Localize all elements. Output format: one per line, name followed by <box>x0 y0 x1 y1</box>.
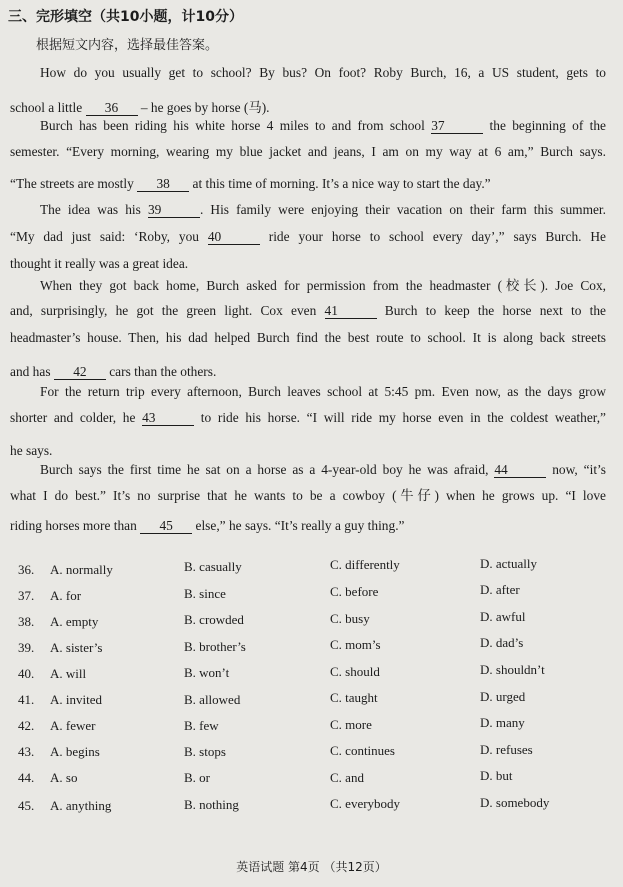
option-c: C. taught <box>330 690 378 705</box>
option-b: B. or <box>184 770 210 785</box>
option-c: C. should <box>330 664 380 679</box>
blank-44: 44 <box>494 462 546 478</box>
option-row <box>18 770 608 790</box>
passage-line: Burch says the first time he sat on a horse as a 4-year-old boy he was afraid, 44 now, “it’s <box>40 462 606 477</box>
question-number: 43. <box>18 744 35 759</box>
option-d: D. but <box>480 768 513 783</box>
passage-line: shorter and colder, he 43 to ride his horse. “I will ride my horse even in the coldest weather,” <box>10 410 606 425</box>
option-row <box>18 715 608 738</box>
blank-36: 36 <box>86 100 138 116</box>
option-c: C. continues <box>330 743 395 758</box>
passage-line: headmaster’s house. Then, his dad helped Burch find the best route to school. It is along back streets <box>10 330 606 345</box>
passage-line: “My dad just said: ‘Roby, you 40 ride your horse to school every day’,” says Burch. He <box>10 229 606 244</box>
option-b: B. nothing <box>184 797 239 812</box>
option-a: A. for <box>50 588 82 603</box>
page-footer: 英语试题 第4页 （共12页） <box>236 860 387 874</box>
blank-38: 38 <box>137 176 189 192</box>
option-d: D. actually <box>480 556 538 571</box>
option-a: A. normally <box>50 562 113 577</box>
option-c: C. differently <box>330 557 400 572</box>
blank-40: 40 <box>208 229 260 245</box>
option-d: D. somebody <box>480 795 550 810</box>
passage-line: riding horses more than 45 else,” he says. “It’s really a guy thing.” <box>10 518 405 533</box>
option-a: A. sister’s <box>50 640 103 655</box>
option-b: B. few <box>184 718 219 733</box>
option-row <box>18 795 608 818</box>
passage-line: When they got back home, Burch asked for permission from the headmaster (校长). Joe Cox, <box>40 278 606 293</box>
option-c: C. busy <box>330 611 370 626</box>
option-a: A. so <box>50 770 78 785</box>
option-row <box>18 662 608 686</box>
option-b: B. casually <box>184 559 242 574</box>
section-instruction: 根据短文内容，选择最佳答案。 <box>36 38 219 53</box>
blank-37: 37 <box>431 118 483 134</box>
option-a: A. begins <box>50 744 100 759</box>
option-row <box>18 556 608 582</box>
option-a: A. fewer <box>50 718 96 733</box>
option-d: D. awful <box>480 609 526 624</box>
passage-line: and, surprisingly, he got the green light. Cox even 41 Burch to keep the horse next to the <box>10 303 606 318</box>
question-number: 42. <box>18 718 35 733</box>
blank-41: 41 <box>325 303 377 319</box>
option-b: B. allowed <box>184 692 241 707</box>
option-a: A. invited <box>50 692 102 707</box>
option-row <box>18 635 608 660</box>
option-a: A. will <box>50 666 87 681</box>
option-b: B. brother’s <box>184 639 246 654</box>
option-c: C. before <box>330 584 379 599</box>
blank-45: 45 <box>140 518 192 534</box>
passage-line: semester. “Every morning, wearing my blue jacket and jeans, I am on my way at 6 am,” Burch says. <box>10 144 606 159</box>
option-a: A. anything <box>50 798 112 813</box>
question-number: 39. <box>18 640 35 655</box>
question-number: 44. <box>18 770 35 785</box>
question-number: 37. <box>18 588 35 603</box>
passage-line: school a little 36 – he goes by horse (马). <box>10 100 270 115</box>
question-number: 45. <box>18 798 35 813</box>
option-c: C. and <box>330 770 364 785</box>
option-d: D. refuses <box>480 742 533 757</box>
passage-line: For the return trip every afternoon, Burch leaves school at 5:45 pm. Even now, as the days grow <box>40 384 606 399</box>
passage-line: “The streets are mostly 38 at this time of morning. It’s a nice way to start the day.” <box>10 176 491 191</box>
passage-line: he says. <box>10 443 53 458</box>
option-d: D. many <box>480 715 525 730</box>
option-a: A. empty <box>50 614 99 629</box>
option-b: B. stops <box>184 744 226 759</box>
option-c: C. more <box>330 717 372 732</box>
passage-line: and has 42 cars than the others. <box>10 364 217 379</box>
option-d: D. after <box>480 582 520 597</box>
option-row <box>18 689 608 712</box>
option-d: D. shouldn’t <box>480 662 545 677</box>
blank-42: 42 <box>54 364 106 380</box>
option-c: C. everybody <box>330 796 401 811</box>
passage-line: Burch has been riding his white horse 4 miles to and from school 37 the beginning of the <box>40 118 607 133</box>
passage-line: The idea was his 39 . His family were enjoying their vacation on their farm this summer. <box>40 202 606 217</box>
question-number: 36. <box>18 562 35 577</box>
option-c: C. mom’s <box>330 637 381 652</box>
option-b: B. since <box>184 586 226 601</box>
option-b: B. crowded <box>184 612 244 627</box>
question-number: 40. <box>18 666 35 681</box>
option-d: D. urged <box>480 689 526 704</box>
passage-line: what I do best.” It’s no surprise that he wants to be a cowboy (牛仔) when he grows up. “I love <box>10 488 606 503</box>
option-row <box>18 609 608 634</box>
option-d: D. dad’s <box>480 635 524 650</box>
passage-line: thought it really was a great idea. <box>10 256 189 271</box>
section-title: 三、完形填空（共10小题，计10分） <box>8 9 243 25</box>
option-b: B. won’t <box>184 665 230 680</box>
question-number: 41. <box>18 692 35 707</box>
option-row <box>18 744 608 764</box>
blank-43: 43 <box>142 410 194 426</box>
passage-line: How do you usually get to school? By bus? On foot? Roby Burch, 16, a US student, gets to <box>40 65 606 80</box>
option-row <box>18 582 608 608</box>
blank-39: 39 <box>148 202 200 218</box>
question-number: 38. <box>18 614 35 629</box>
